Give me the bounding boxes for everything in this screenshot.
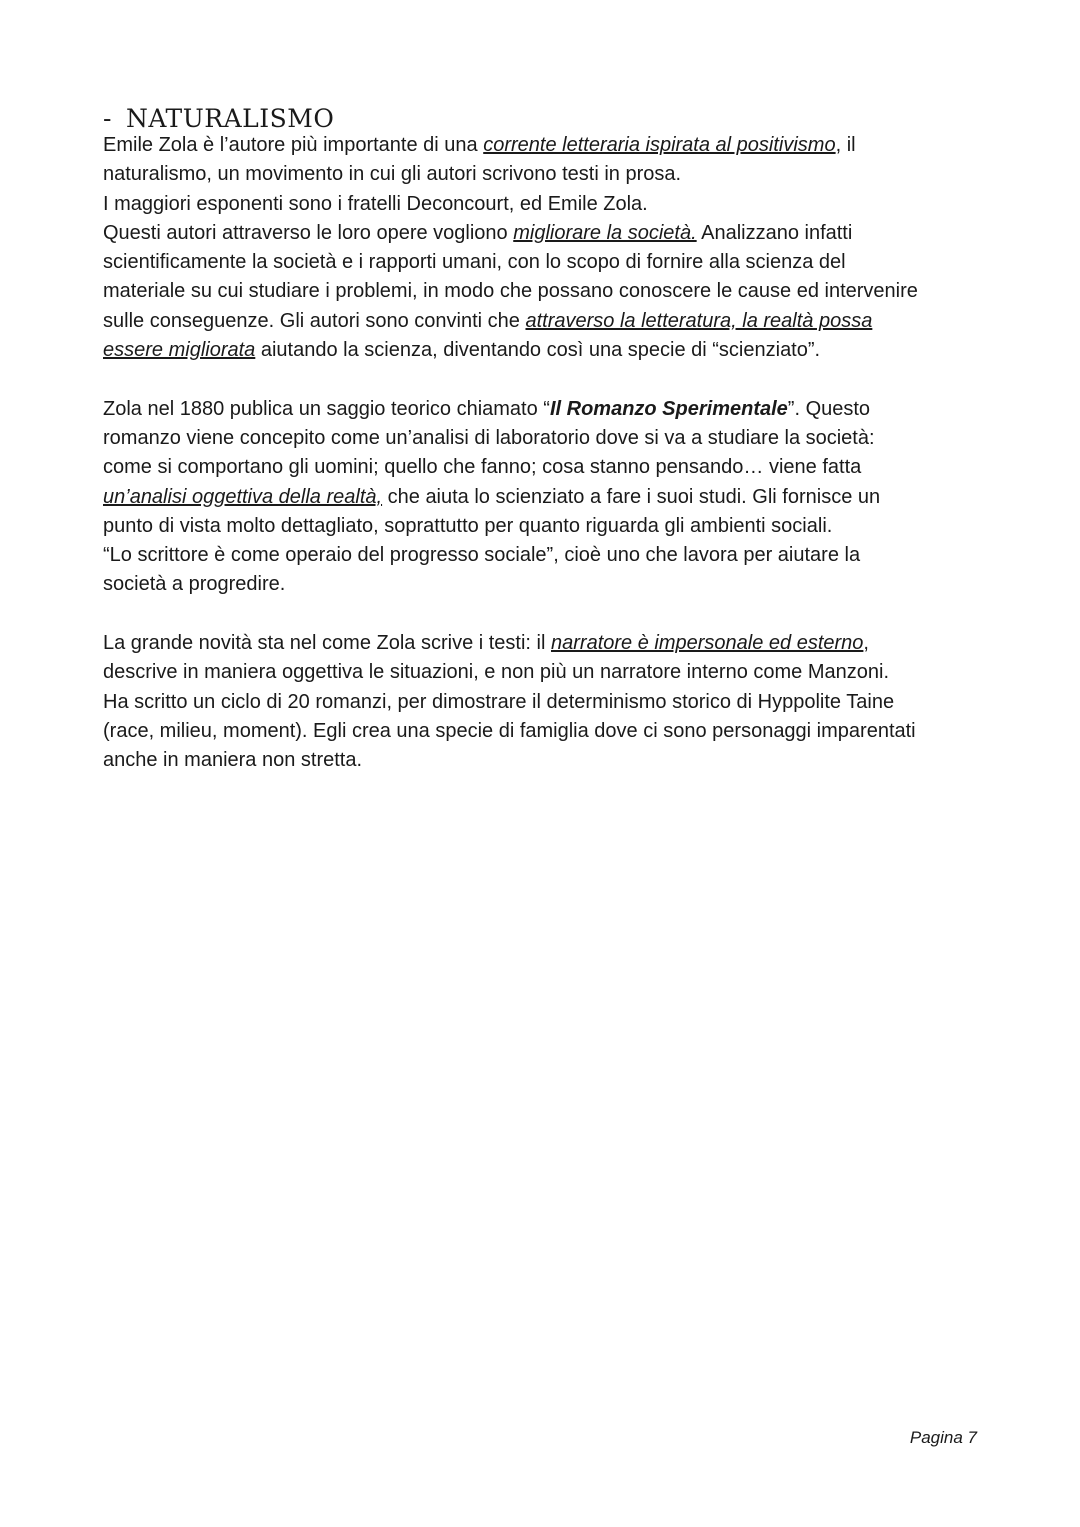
text-line (103, 629, 983, 658)
text-line (103, 395, 983, 424)
paragraph-1 (103, 131, 983, 365)
heading-dash: - (103, 104, 112, 133)
text-line (103, 483, 983, 512)
underlined-phrase: attraverso la letteratura, la realtà possa (525, 309, 873, 332)
text-line: descrive in maniera oggettiva le situazioni, e non più un narratore interno come Manzoni. (103, 661, 889, 684)
underlined-phrase: corrente letteraria ispirata al positivismo (483, 134, 836, 156)
paragraph-3 (103, 629, 983, 775)
text-line: I maggiori esponenti sono i fratelli Deconcourt, ed Emile Zola. (103, 192, 648, 215)
book-title: Il Romanzo Sperimentale (549, 397, 788, 420)
heading-title: NATURALISMO (125, 104, 335, 133)
text-line: Ha scritto un ciclo di 20 romanzi, per dimostrare il determinismo storico di Hyppolite Taine (103, 690, 895, 713)
underlined-phrase: essere migliorata (103, 339, 256, 362)
text-line: anche in maniera non stretta. (103, 749, 363, 772)
underlined-phrase: un’analisi oggettiva della realtà, (103, 485, 383, 508)
text-span: Emile Zola è l’autore più importante di una (103, 134, 484, 156)
text-line: punto di vista molto dettagliato, soprattutto per quanto riguarda gli ambienti sociali. (103, 514, 833, 537)
text-line: “Lo scrittore è come operaio del progresso sociale”, cioè uno che lavora per aiutare la (103, 544, 861, 567)
text-span: La grande novità sta nel come Zola scrive i testi: il (103, 632, 551, 655)
text-line: (race, milieu, moment). Egli crea una specie di famiglia dove ci sono personaggi imparentati (103, 719, 916, 742)
underlined-phrase: narratore è impersonale ed esterno (551, 632, 864, 655)
text-line: come si comportano gli uomini; quello che fanno; cosa stanno pensando… viene fatta (103, 456, 862, 479)
text-span: , il (835, 134, 856, 156)
page-number: Pagina 7 (909, 1428, 977, 1447)
text-line: materiale su cui studiare i problemi, in modo che possano conoscere le cause ed intervenire (103, 280, 918, 303)
text-line (103, 307, 983, 336)
text-span: sulle conseguenze. Gli autori sono convinti che (103, 309, 526, 332)
text-span: ”. Questo (787, 397, 871, 420)
underlined-phrase: migliorare la società. (513, 221, 697, 244)
text-span: Questi autori attraverso le loro opere vogliono (103, 221, 514, 244)
section-heading (103, 104, 334, 133)
text-line (103, 219, 983, 248)
text-span: , (863, 632, 869, 655)
body-text (103, 131, 983, 805)
text-span: che aiuta lo scienziato a fare i suoi studi. Gli fornisce un (382, 485, 881, 508)
text-line: naturalismo, un movimento in cui gli autori scrivono testi in prosa. (103, 163, 682, 186)
text-span: Zola nel 1880 publica un saggio teorico chiamato “ (103, 397, 550, 420)
text-line: società a progredire. (103, 573, 286, 596)
text-line: scientificamente la società e i rapporti umani, con lo scopo di fornire alla scienza del (103, 251, 846, 274)
paragraph-2 (103, 395, 983, 600)
text-line (103, 131, 983, 160)
text-span: aiutando la scienza, diventando così una specie di “scienziato”. (255, 339, 821, 362)
text-line (103, 336, 983, 365)
text-line: romanzo viene concepito come un’analisi di laboratorio dove si va a studiare la società: (103, 426, 875, 449)
text-span: Analizzano infatti (696, 221, 853, 244)
